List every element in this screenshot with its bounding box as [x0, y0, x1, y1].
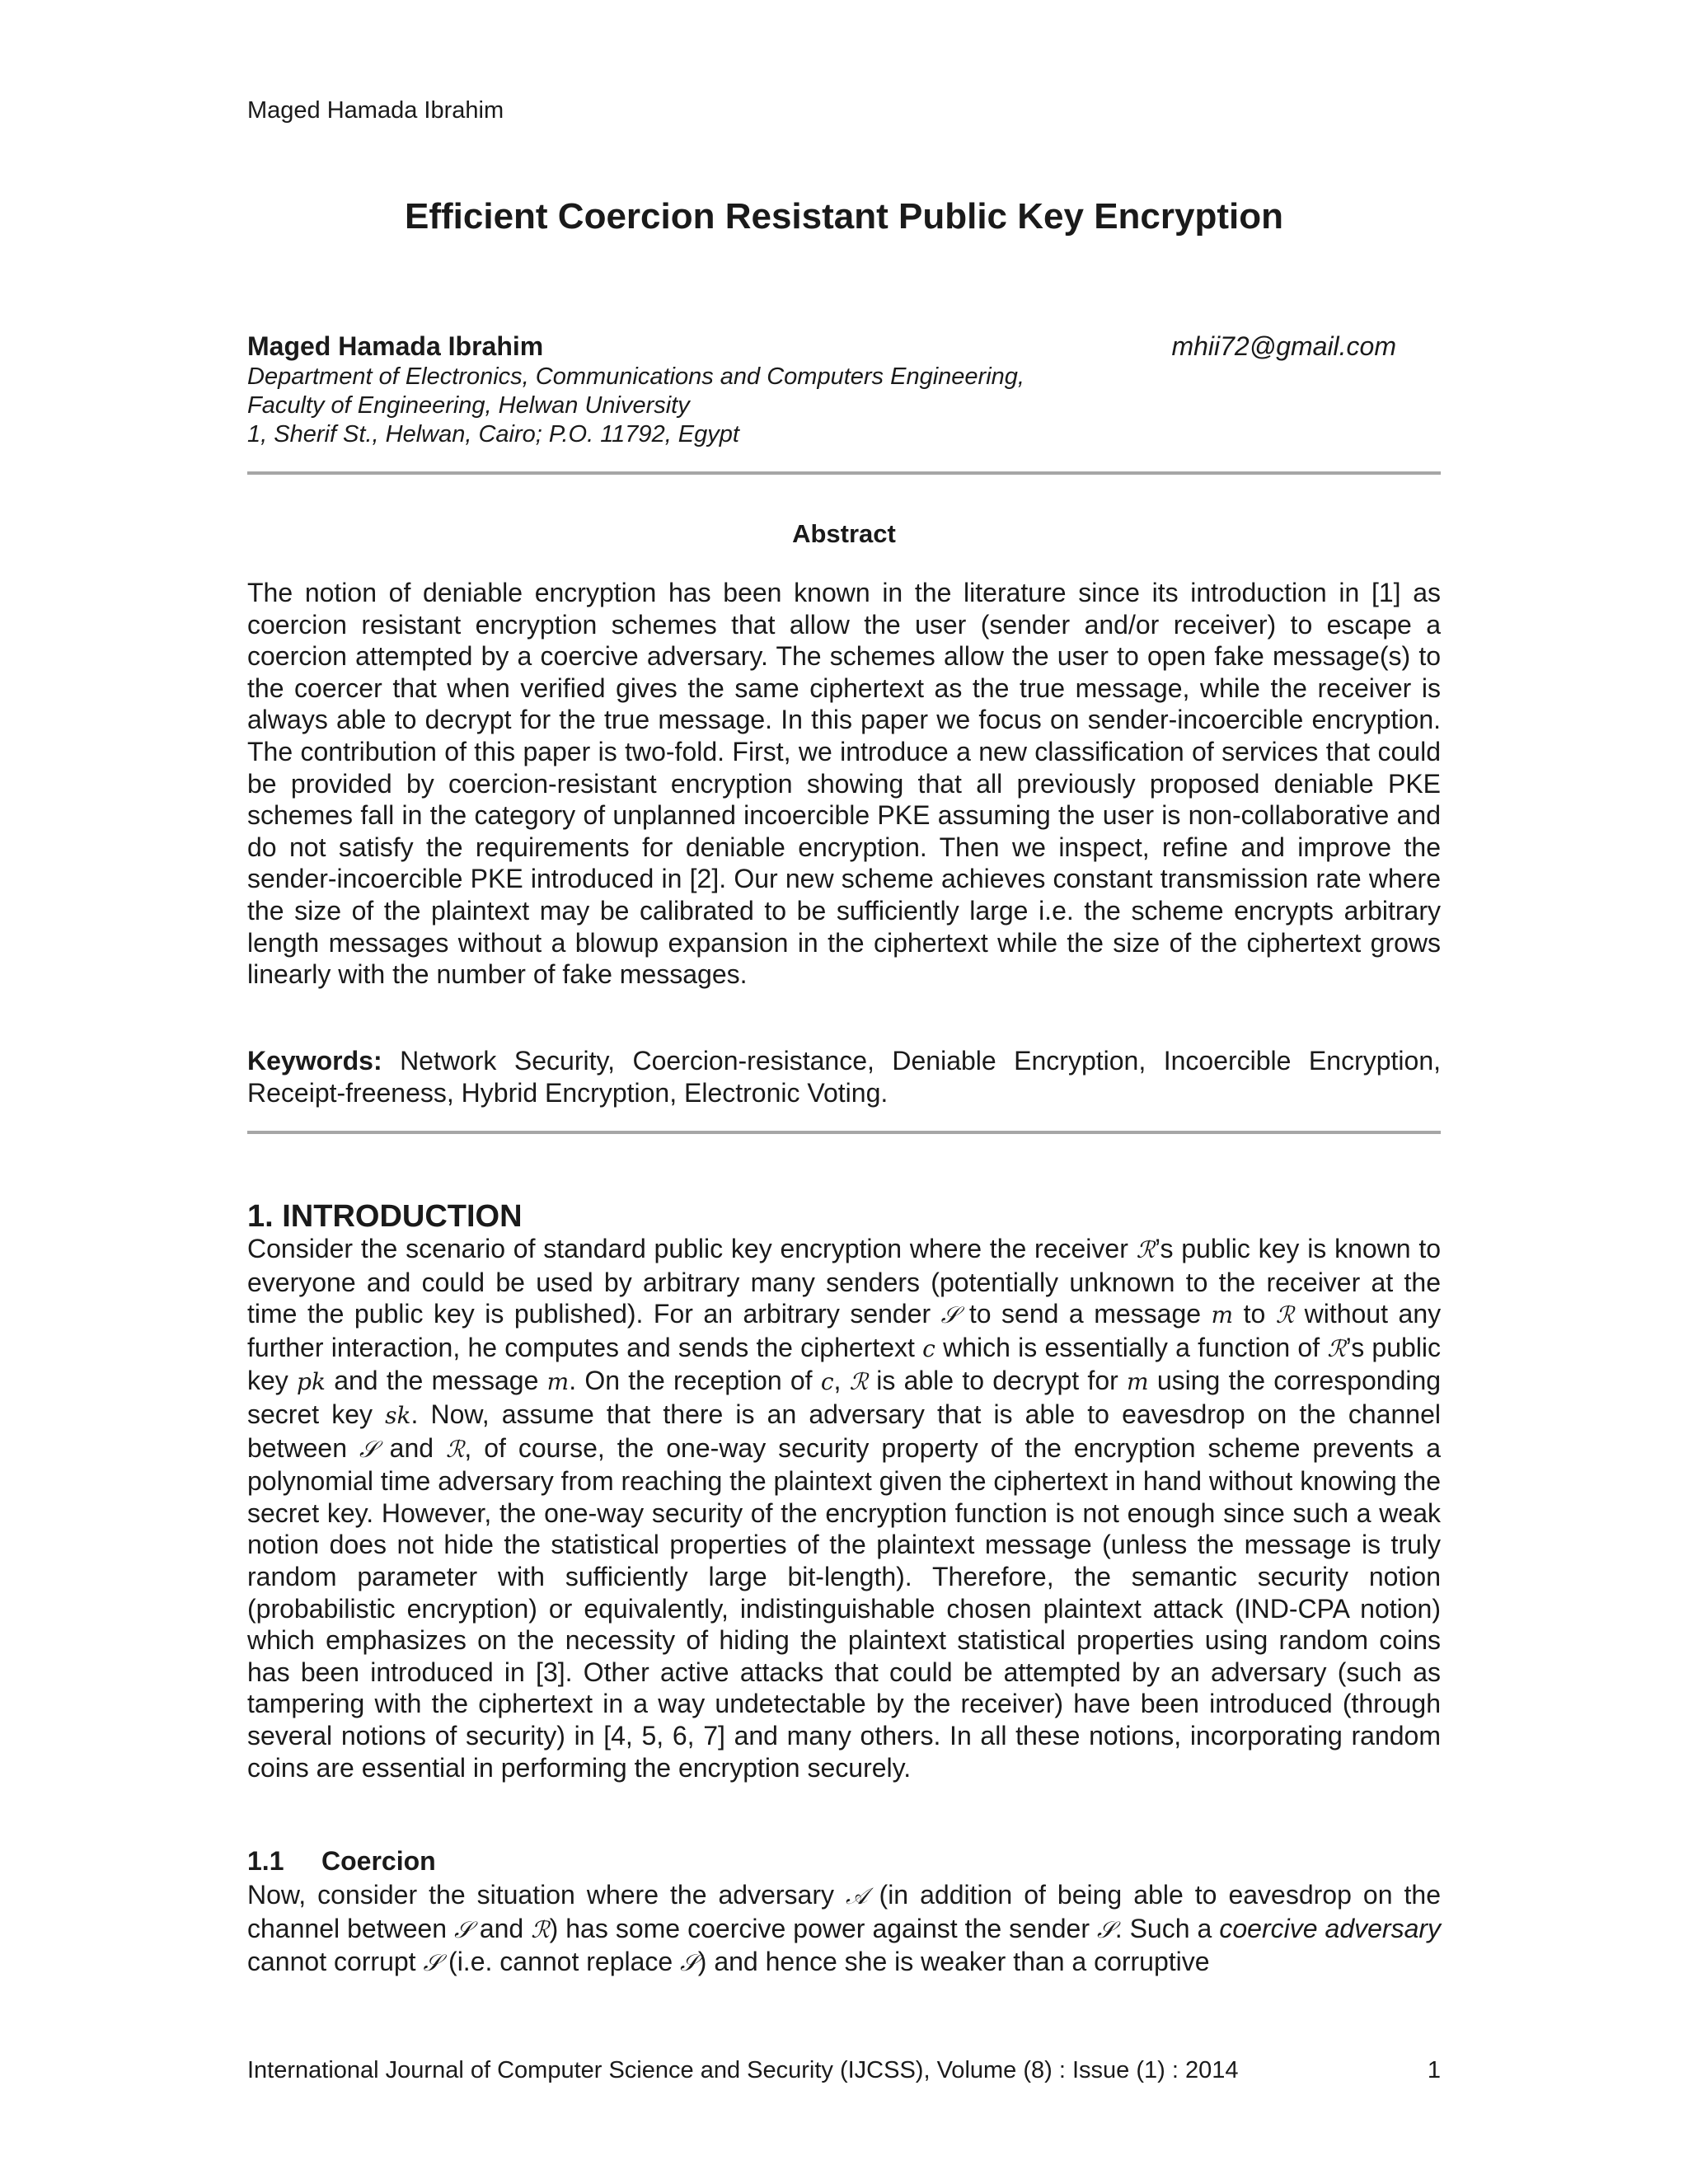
intro-text-span: . Now, assume that there is an adversary that is able to eavesdrop on the channel between: [247, 1399, 1442, 1463]
intro-text-span: and: [389, 1432, 434, 1463]
paper-title: Efficient Coercion Resistant Public Key Encryption: [405, 196, 1283, 237]
section-heading-introduction: 1. INTRODUCTION: [247, 1199, 523, 1234]
math-symbol: c: [820, 1368, 834, 1396]
intro-text-span: to send a message: [968, 1299, 1202, 1329]
math-symbol: pk: [297, 1368, 326, 1396]
intro-text-span: ’s public key is known to everyone and could be used by arbitrary many senders (potentially unknown to the receiver at the time the public key is published). For an arbitrary sender: [247, 1234, 1442, 1329]
math-symbol: 𝒮: [359, 1435, 377, 1463]
subsection-number: 1.1: [247, 1846, 284, 1876]
math-symbol: m: [546, 1368, 570, 1396]
math-symbol: m: [1127, 1368, 1149, 1396]
math-symbol: 𝒮: [680, 1949, 698, 1977]
math-symbol: ℛ: [1327, 1334, 1346, 1362]
coercion-text-span: ) and hence she is weaker than a corruptive: [697, 1947, 1210, 1977]
page-footer: [247, 2057, 1441, 2084]
author-block: [247, 330, 1441, 449]
coercion-emphasis: coercive adversary: [1219, 1913, 1442, 1943]
intro-text-span: , of course, the one-way security property of the encryption scheme prevents a polynomial time adversary from reaching the plaintext given the ciphertext in hand without knowing the secret key. However, the one-way security of the encryption function is not enough since such a weak notion does not hide the statistical properties of the plaintext message (unless the message is truly random parameter with sufficiently large bit-length). Therefore, the semantic security notion (probabilistic encryption) or equivalently, indistinguishable chosen plaintext attack (IND-CPA notion) which emphasizes on the necessity of hiding the plaintext statistical properties using random coins has been introduced in [3]. Other active attacks that could be attempted by an adversary (such as tampering with the ciphertext in a way undetectable by the receiver) have been introduced (through several notions of security) in [4, 5, 6, 7] and many others. In all these notions, incorporating random coins are essential in performing the encryption securely.: [247, 1432, 1442, 1783]
affiliation-line: 1, Sherif St., Helwan, Cairo; P.O. 11792, Egypt: [247, 421, 739, 448]
math-symbol: ℛ: [1136, 1236, 1155, 1263]
abstract-text: The notion of deniable encryption has been known in the literature since its introduction in [1] as coercion resistant encryption schemes that allow the user (sender and/or receiver) to escape a coercion attempted by a coercive adversary. The schemes allow the user to open fake message(s) to the coercer that when verified gives the same ciphertext as the true message, while the receiver is always able to decrypt for the true message. In this paper we focus on sender-incoercible encryption. The contribution of this paper is two-fold. First, we introduce a new classification of services that could be provided by coercion-resistant encryption showing that all previously proposed deniable PKE schemes fall in the category of unplanned incoercible PKE assuming the user is non-collaborative and do not satisfy the requirements for deniable encryption. Then we inspect, refine and improve the sender-incoercible PKE introduced in [2]. Our new scheme achieves constant transmission rate where the size of the plaintext may be calibrated to be sufficiently large i.e. the scheme encrypts arbitrary length messages without a blowup expansion in the ciphertext while the size of the ciphertext grows linearly with the number of fake messages.: [247, 578, 1441, 990]
math-symbol: ℛ: [1275, 1301, 1295, 1329]
coercion-text-span: (i.e. cannot replace: [448, 1947, 673, 1977]
keywords: [247, 1045, 1441, 1108]
subsection-heading-coercion: [247, 1846, 436, 1877]
math-symbol: sk: [385, 1401, 411, 1429]
coercion-text-span: Now, consider the situation where the adversary: [247, 1880, 834, 1910]
coercion-text-span: (in addition of being able to eavesdrop on the channel between: [247, 1880, 1441, 1943]
coercion-text-span: ) has some coercive power against the sender: [549, 1913, 1090, 1943]
running-head: Maged Hamada Ibrahim: [247, 97, 504, 124]
intro-text-span: to: [1243, 1299, 1266, 1329]
intro-text-span: is able to decrypt for: [876, 1366, 1118, 1396]
divider-bottom: [247, 1131, 1441, 1134]
math-symbol: 𝒮: [454, 1915, 472, 1943]
intro-text-span: which is essentially a function of: [943, 1332, 1320, 1362]
intro-text-span: and the message: [334, 1366, 539, 1396]
keywords-label: Keywords:: [247, 1046, 382, 1076]
coercion-text-span: cannot corrupt: [247, 1947, 416, 1977]
affiliation-line: Faculty of Engineering, Helwan University: [247, 392, 690, 419]
math-symbol: m: [1211, 1301, 1234, 1329]
coercion-text-span: . Such a: [1114, 1913, 1212, 1943]
math-symbol: 𝒜: [846, 1882, 868, 1910]
math-symbol: 𝒮: [423, 1949, 442, 1977]
intro-text-span: . On the reception of: [569, 1366, 813, 1396]
abstract-heading: Abstract: [792, 519, 896, 548]
math-symbol: c: [922, 1334, 935, 1362]
affiliation-line: Department of Electronics, Communications and Computers Engineering,: [247, 363, 1025, 390]
page-number: 1: [1427, 2057, 1441, 2083]
author-name: Maged Hamada Ibrahim: [247, 331, 544, 361]
author-email: mhii72@gmail.com: [1171, 331, 1396, 361]
keywords-text: Network Security, Coercion-resistance, Deniable Encryption, Incoercible Encryption, Receipt-freeness, Hybrid Encryption, Electronic Voting.: [247, 1046, 1442, 1108]
intro-text-span: using the corresponding secret key: [247, 1366, 1442, 1429]
paper-page: [247, 0, 1441, 2184]
math-symbol: ℛ: [446, 1435, 465, 1463]
math-symbol: ℛ: [531, 1915, 550, 1943]
intro-text-span: ,: [833, 1366, 842, 1396]
journal-citation: International Journal of Computer Science and Security (IJCSS), Volume (8) : Issue (1) : 2014: [247, 2057, 1239, 2083]
math-symbol: 𝒮: [1097, 1915, 1115, 1943]
subsection-title: Coercion: [321, 1846, 436, 1876]
divider-top: [247, 471, 1441, 475]
intro-text-span: Consider the scenario of standard public key encryption where the receiver: [247, 1234, 1128, 1263]
math-symbol: ℛ: [849, 1368, 868, 1396]
introduction-text: [247, 1233, 1441, 1783]
coercion-text: [247, 1879, 1441, 1980]
coercion-text-span: and: [479, 1913, 524, 1943]
math-symbol: 𝒮: [940, 1301, 959, 1329]
intro-text-span: ’s public key: [247, 1332, 1442, 1396]
intro-text-span: without any further interaction, he computes and sends the ciphertext: [247, 1299, 1442, 1362]
